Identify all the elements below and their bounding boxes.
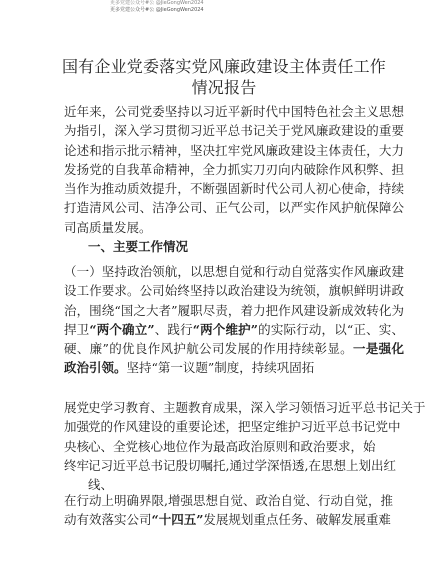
paragraph-text: 、践行 xyxy=(154,321,193,337)
line-text: 线、 xyxy=(88,477,114,493)
text-line xyxy=(64,437,404,456)
line-text: 史学习教育、主题教育成果，深入学习领悟习近平总书记关于 xyxy=(88,400,426,415)
text-line xyxy=(64,398,426,417)
document-title xyxy=(40,56,408,98)
watermark-line-2: 更多党建公众号#公 @JieGongWen2024 xyxy=(110,7,204,13)
margin-text: 加强 xyxy=(64,419,90,435)
paragraph-text: 发展规划重点任务、破解发展重难 xyxy=(203,512,391,528)
text-line xyxy=(64,417,404,436)
section-heading: 一、主要工作情况 xyxy=(88,239,189,254)
paragraph-text: （一）坚持政治领航，以思想自觉和行动自觉落实作风廉政建设工作要求。公司始终坚持以政治建设为统领，旗帜鲜明讲政治，围绕“国之大者”履职尽责，着力把作风建设新成效转化为捍卫 xyxy=(64,264,404,337)
paragraph-text: 在行动上明确界限,增强思想自觉、政治自觉、行动自觉，推动有效落实公司 xyxy=(64,493,393,528)
line-text: 记习近平总书记殷切嘱托,通过学深悟透,在思想上划出红 xyxy=(88,457,396,473)
text-line xyxy=(64,456,404,475)
margin-text: 终牢 xyxy=(64,457,90,473)
bold-phrase: “两个确立” xyxy=(89,321,155,337)
bold-phrase: “十四五” xyxy=(151,512,204,528)
watermark-line-1: 更多党建公众号#公 @JieGongWen2024 xyxy=(110,0,204,6)
margin-text: 展党 xyxy=(64,400,90,415)
intro-paragraph: 近年来，公司党委坚持以习近平新时代中国特色社会主义思想为指引，深入学习贯彻习近平总书记关于党风廉政建设的重要论述和指示批示精神，坚决扛牢党风廉政建设主体责任，大力发扬党的自我革命精神，全力抓实刀刃向内破除作风积弊、担当作为推动质效提升，不断强固新时代公司人初心使命，持续打造清风公司、洁净公司、正气公司，以严实作风护航保障公司高质量发展。 xyxy=(64,104,404,235)
margin-text: 央核 xyxy=(64,438,90,454)
title-line-2: 情况报告 xyxy=(191,78,257,97)
paragraph-text: 坚持“第一议题”制度，持续巩固拓 xyxy=(126,360,315,376)
title-line-1: 国有企业党委落实党风廉政建设主体责任工作 xyxy=(61,57,386,76)
bold-phrase: 一是强化政治引领。 xyxy=(64,341,404,376)
bold-phrase: “两个维护” xyxy=(192,321,258,337)
line-text: 心、全党核心地位作为最高政治原则和政治要求，始 xyxy=(88,438,376,454)
margin-text-block xyxy=(64,398,426,494)
paragraph-text: 的实际行动，以“正、实、硬、廉”的优良作风护航公司发展的作用持续彰显。 xyxy=(64,321,404,357)
line-text: 党的作风建设的重要论述，把坚定维护习近平总书记党中 xyxy=(88,419,401,435)
section-paragraph-2 xyxy=(64,491,404,530)
section-paragraph-1 xyxy=(64,262,404,378)
